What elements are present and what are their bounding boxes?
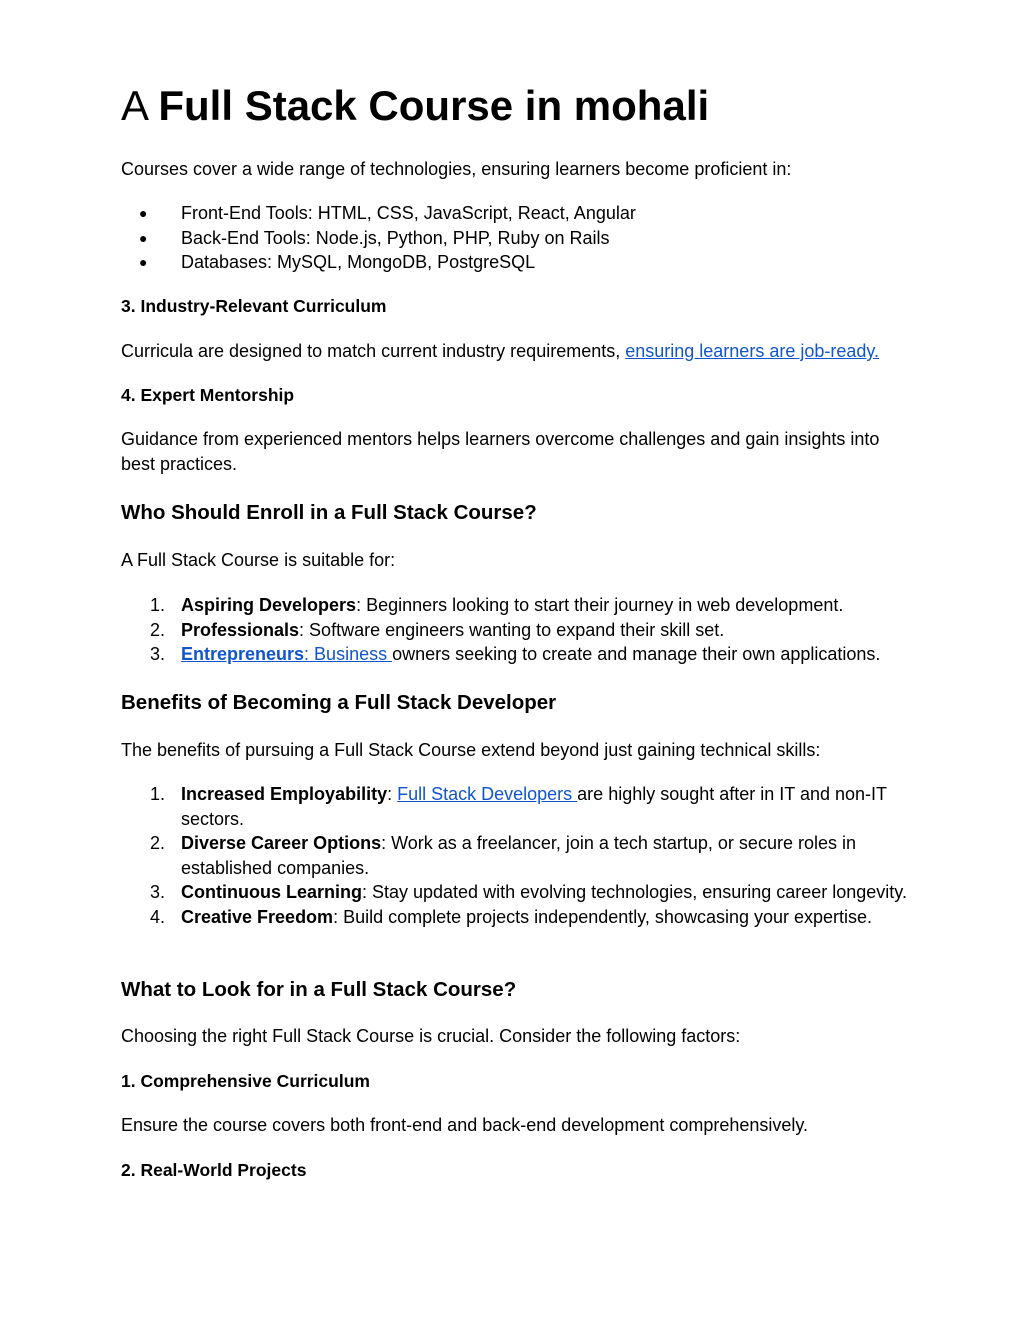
list-item-text: : Build complete projects independently, showcasing your expertise.: [333, 906, 873, 927]
list-item-term: Increased Employability: [181, 784, 388, 804]
link-text: : Business: [304, 644, 393, 664]
list-item-text: Back-End Tools: Node.js, Python, PHP, Ruby on Rails: [181, 227, 610, 248]
section-heading-comprehensive-curriculum: 1. Comprehensive Curriculum: [121, 1071, 370, 1091]
section-heading-benefits: Benefits of Becoming a Full Stack Developer: [121, 691, 557, 714]
list-number: 3.: [150, 644, 166, 664]
list-item-term: Entrepreneurs: [181, 644, 305, 664]
look-for-intro: Choosing the right Full Stack Course is crucial. Consider the following factors:: [121, 1026, 741, 1046]
list-item: [121, 618, 911, 643]
title-main: Full Stack Course in mohali: [158, 82, 710, 129]
section-heading-real-world-projects: 2. Real-World Projects: [121, 1160, 307, 1180]
list-number: 1.: [150, 595, 166, 615]
list-item: [121, 782, 911, 831]
list-item: [121, 593, 911, 618]
entrepreneurs-link[interactable]: [181, 644, 392, 664]
list-item-term: Creative Freedom: [181, 906, 334, 927]
tools-list: [121, 201, 911, 275]
enroll-list: [121, 593, 911, 667]
enroll-intro: A Full Stack Course is suitable for:: [121, 550, 396, 570]
list-item-text: owners seeking to create and manage their own applications.: [392, 644, 881, 664]
list-item-text: : Work as a freelancer, join a tech startup, or secure roles in established companies.: [181, 833, 856, 878]
section-heading-what-to-look-for: What to Look for in a Full Stack Course?: [121, 978, 517, 1001]
bullet-marker: ●: [139, 254, 148, 270]
title-prefix: A: [121, 82, 159, 129]
list-item: [121, 880, 911, 905]
comprehensive-curriculum-paragraph: Ensure the course covers both front-end and back-end development comprehensively.: [121, 1115, 809, 1135]
list-item-term: Professionals: [181, 619, 300, 640]
list-item: [121, 201, 911, 226]
intro-paragraph: Courses cover a wide range of technologies, ensuring learners become proficient in:: [121, 159, 792, 179]
list-item-text: : Software engineers wanting to expand their skill set.: [299, 619, 725, 640]
list-item: [121, 905, 911, 930]
list-number: 2.: [150, 619, 166, 640]
section-heading-who-should-enroll: Who Should Enroll in a Full Stack Course?: [121, 501, 537, 524]
list-item: [121, 250, 911, 275]
list-number: 4.: [150, 906, 166, 927]
list-item-text: : Beginners looking to start their journey in web development.: [356, 595, 844, 615]
list-number: 1.: [150, 784, 166, 804]
list-item: [121, 226, 911, 251]
list-item-text: are highly sought after in IT and non-IT sectors.: [181, 784, 887, 829]
bullet-marker: ●: [139, 205, 148, 221]
job-ready-link[interactable]: ensuring learners are job-ready.: [625, 341, 880, 361]
list-number: 3.: [150, 882, 166, 902]
page-title: [121, 82, 709, 130]
benefits-intro: The benefits of pursuing a Full Stack Course extend beyond just gaining technical skills:: [121, 740, 821, 760]
list-item-term: Diverse Career Options: [181, 833, 382, 853]
section-heading-industry-curriculum: 3. Industry-Relevant Curriculum: [121, 296, 387, 316]
mentorship-paragraph: Guidance from experienced mentors helps learners overcome challenges and gain insights into best practices.: [121, 429, 880, 474]
list-item-term: Aspiring Developers: [181, 595, 357, 615]
industry-curriculum-paragraph: [121, 339, 911, 364]
paragraph-text: Curricula are designed to match current industry requirements,: [121, 341, 626, 361]
full-stack-developers-link[interactable]: Full Stack Developers: [397, 784, 578, 804]
list-number: 2.: [150, 833, 166, 853]
bullet-marker: ●: [139, 229, 148, 246]
list-item-text: Front-End Tools: HTML, CSS, JavaScript, React, Angular: [181, 203, 636, 223]
section-heading-expert-mentorship: 4. Expert Mentorship: [121, 385, 295, 405]
list-item-text: Databases: MySQL, MongoDB, PostgreSQL: [181, 252, 536, 272]
list-item: [121, 831, 911, 880]
list-item-separator: :: [387, 784, 398, 804]
list-item: [121, 642, 911, 667]
list-item-text: : Stay updated with evolving technologies, ensuring career longevity.: [361, 882, 907, 902]
list-item-term: Continuous Learning: [181, 882, 362, 902]
benefits-list: [121, 782, 911, 929]
